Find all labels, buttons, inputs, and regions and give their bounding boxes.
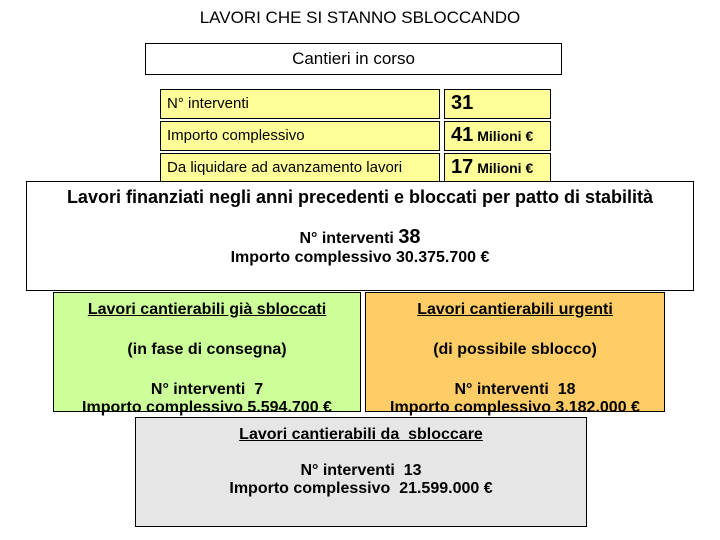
- importo-unit: Milioni €: [477, 128, 534, 144]
- to-unlock-count: N° interventi 13: [300, 462, 422, 479]
- unlocked-note: (in fase di consegna): [127, 341, 287, 358]
- row-importo-label: Importo complessivo: [160, 121, 440, 151]
- to-unlock-works-box: [135, 417, 587, 527]
- unlocked-heading: Lavori cantierabili già sbloccati: [87, 301, 327, 318]
- blocked-count-value: 38: [398, 226, 421, 248]
- importo-number: 41: [451, 124, 474, 146]
- unlocked-amount: Importo complessivo 5.594.700 €: [82, 399, 332, 416]
- blocked-amount: Importo complessivo 30.375.700 €: [230, 249, 490, 266]
- liquidare-unit: Milioni €: [477, 160, 534, 176]
- row-interventi-label: N° interventi: [160, 89, 440, 119]
- unlocked-count: N° interventi 7: [150, 381, 264, 398]
- urgent-note: (di possibile sblocco): [433, 341, 597, 358]
- to-unlock-amount: Importo complessivo 21.599.000 €: [229, 480, 493, 497]
- urgent-works-box: [365, 292, 665, 416]
- subtitle-box: [145, 43, 562, 75]
- page-title: LAVORI CHE SI STANNO SBLOCCANDO: [199, 8, 521, 27]
- blocked-heading: Lavori finanziati negli anni precedenti e bloccati per patto di stabilità: [66, 187, 654, 207]
- urgent-amount: Importo complessivo 3.182.000 €: [390, 399, 640, 416]
- blocked-count: [27, 226, 693, 249]
- interventi-number: 31: [451, 92, 474, 114]
- unlocked-works-box: [53, 292, 361, 416]
- row-interventi-value: [444, 89, 551, 119]
- urgent-heading: Lavori cantierabili urgenti: [417, 301, 613, 318]
- row-liquidare-label: Da liquidare ad avanzamento lavori: [160, 153, 440, 183]
- blocked-works-box: [26, 181, 694, 291]
- row-importo-value: [444, 121, 551, 151]
- subtitle-text: Cantieri in corso: [292, 49, 415, 68]
- urgent-count: N° interventi 18: [454, 381, 576, 398]
- row-liquidare-value: [444, 153, 551, 183]
- liquidare-number: 17: [451, 156, 474, 178]
- to-unlock-heading: Lavori cantierabili da sbloccare: [239, 426, 483, 443]
- blocked-count-label: N° interventi: [299, 230, 394, 247]
